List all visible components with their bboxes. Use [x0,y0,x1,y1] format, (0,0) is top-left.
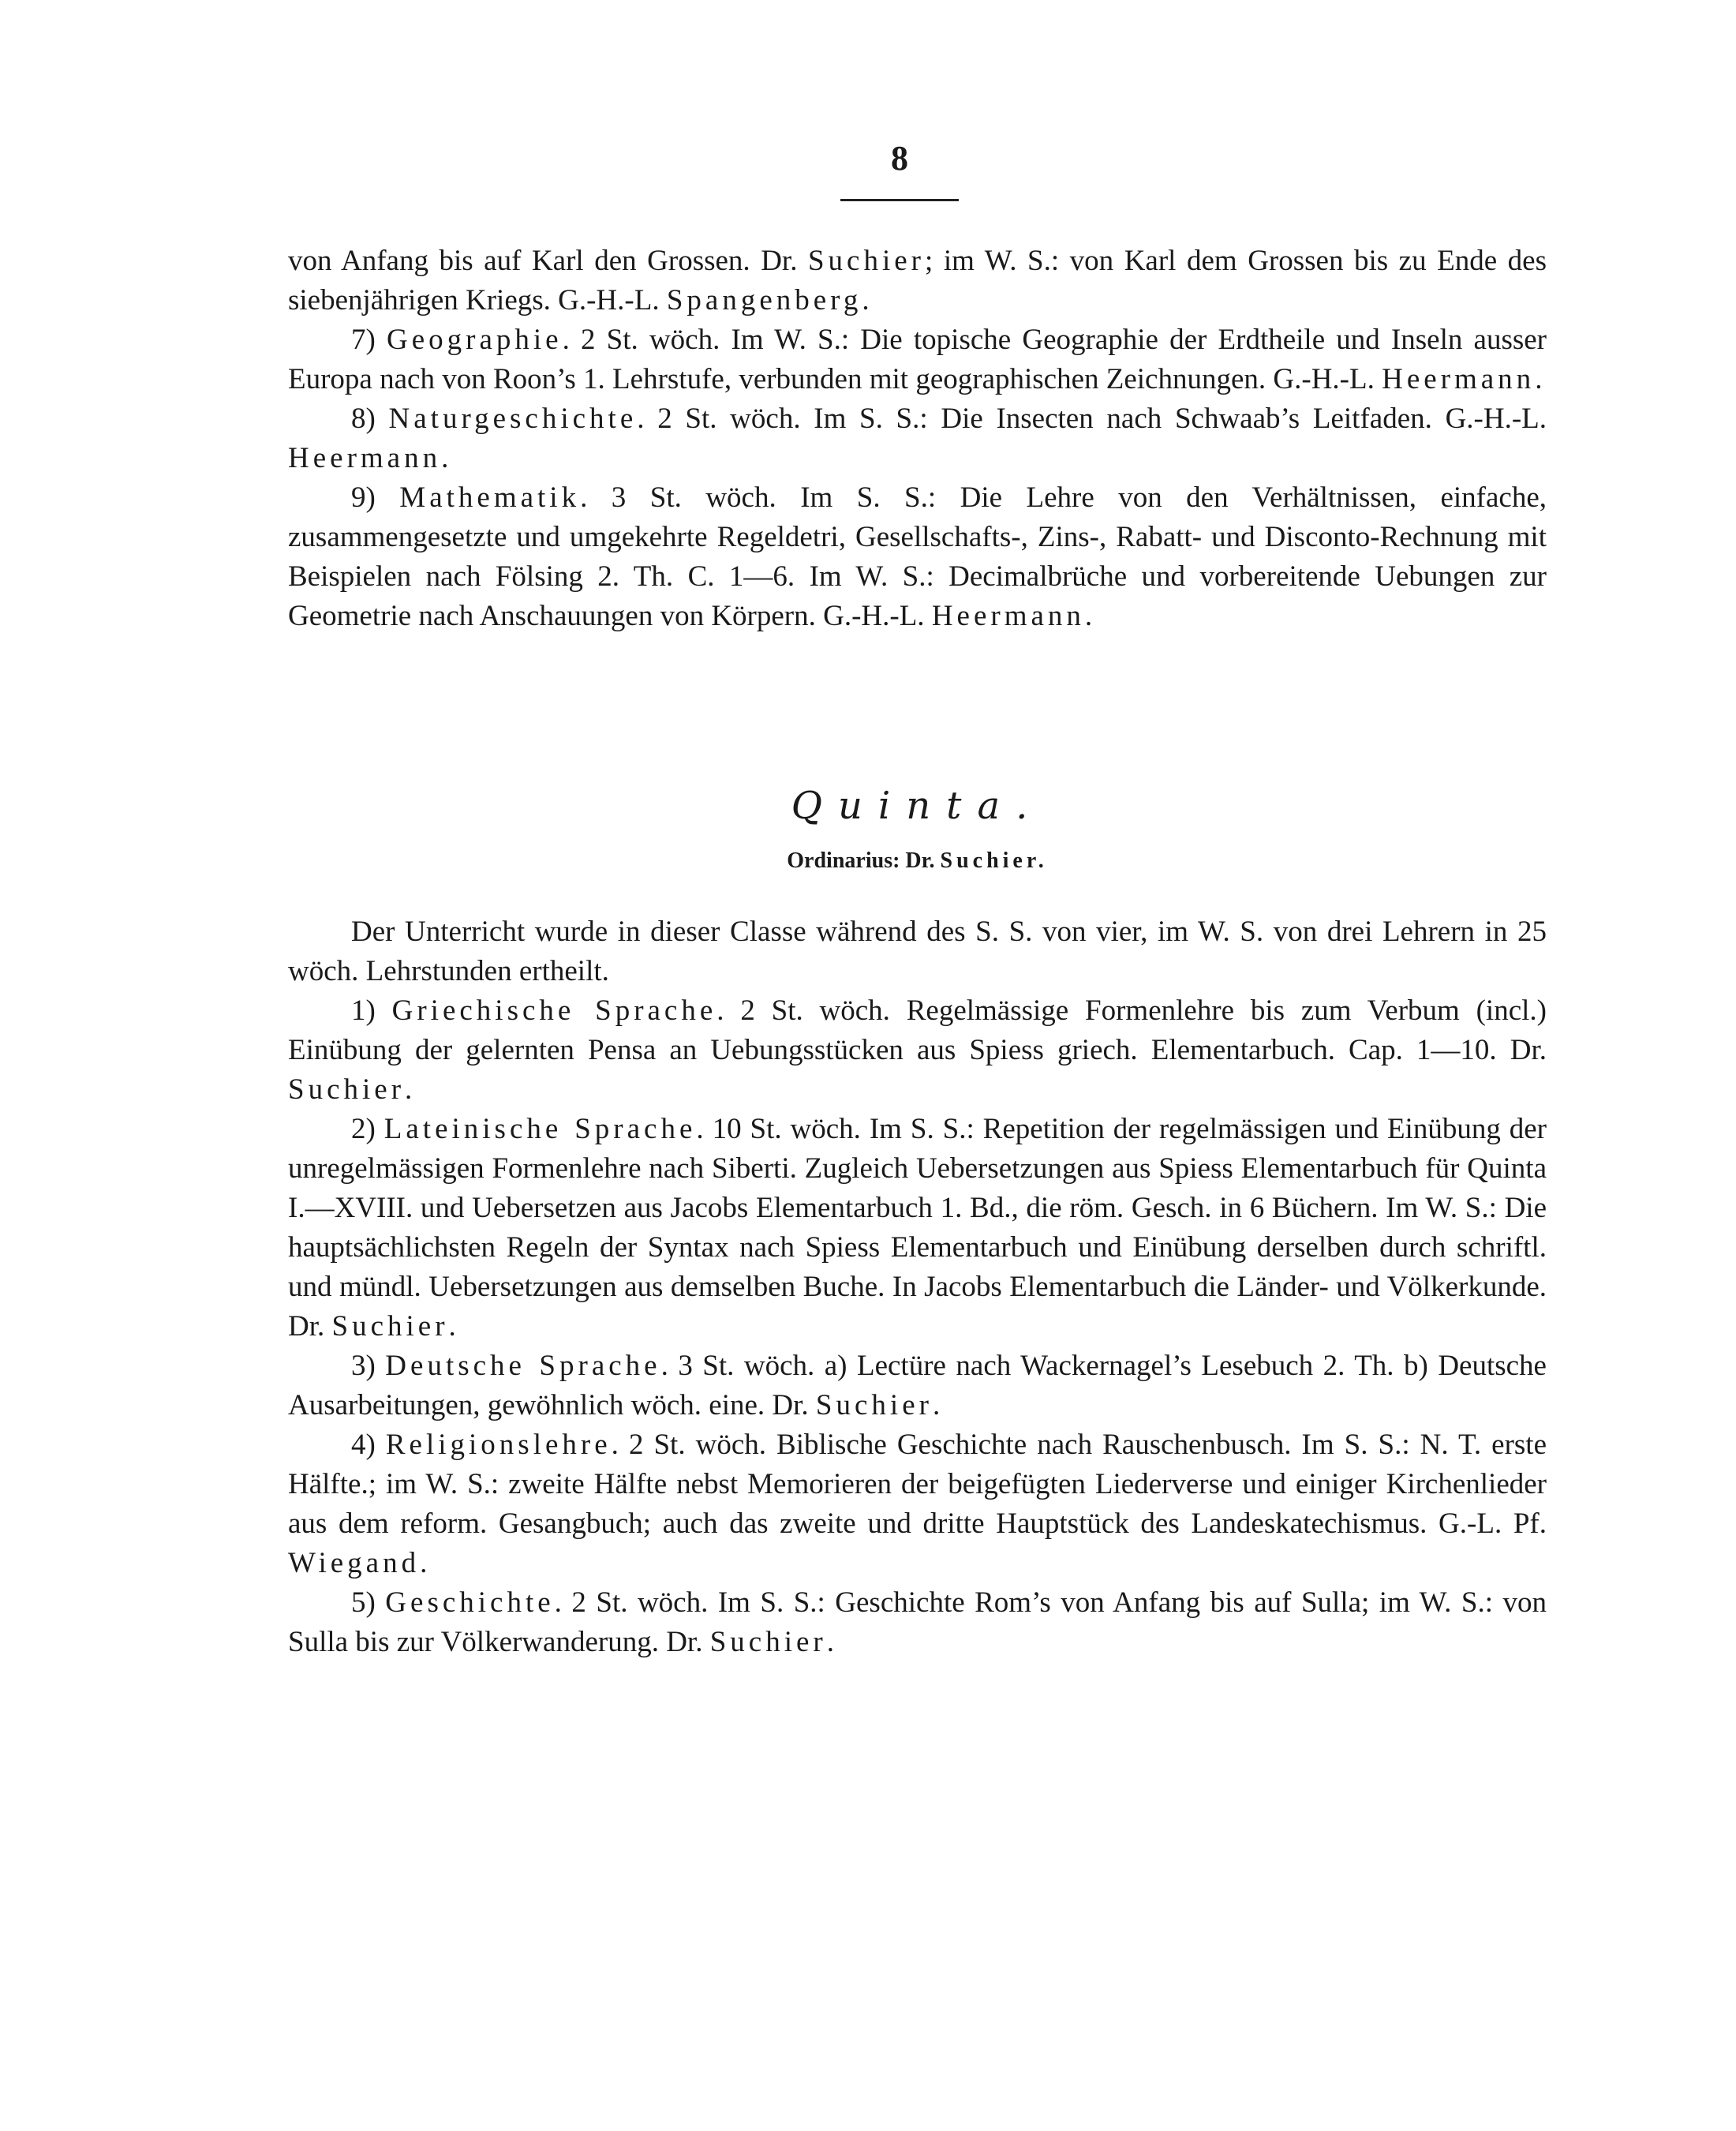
text-run: . 3 St. wöch. Im S. S.: Die Lehre von den Verhältnissen, einfache, zusammengesetzte und umgekehrte Regeldetri, Gesellschafts-, Zins-, Rabatt- und Disconto-Rechnung mit Beispielen nach Fölsing 2. Th. C. 1—6. Im W. S.: Decimalbrüche und vorbereitende Uebungen zur Geometrie nach Anschauungen von Körpern. G.-H.-L. [288,481,1547,632]
page-number-rule [840,199,959,201]
spaced-name: Naturgeschichte [388,403,638,435]
spaced-name: Deutsche Sprache [385,1350,661,1382]
paragraph [288,242,1547,320]
paragraph [288,399,1547,478]
spaced-name: Suchier [815,1389,933,1421]
text-run: . 2 St. wöch. Im W. S.: Die topische Geographie der Erdtheile und Inseln ausser Europa nach von Roon’s 1. Lehrstufe, verbunden mit geographischen Zeichnungen. G.-H.-L. [288,324,1547,395]
text-run: . [1084,600,1093,632]
text-run: . 3 St. wöch. a) Lectüre nach Wackernagel’s Lesebuch 2. Th. b) Deutsche Ausarbeitungen, gewöhnlich wöch. eine. Dr. [288,1350,1547,1421]
spaced-name: Geschichte [385,1586,555,1619]
paragraph [288,320,1547,399]
spaced-name: Geographie [387,324,563,356]
section-title: Quinta. [791,784,1044,828]
text-run: Der Unterricht wurde in dieser Classe während des S. S. von vier, im W. S. von drei Lehrern in 25 wöch. Lehrstunden ertheilt. [288,916,1547,987]
spaced-name: Religionslehre [385,1429,612,1461]
text-run: . [448,1310,456,1343]
spaced-name: Suchier [288,1073,406,1106]
text-run: . 2 St. wöch. Im S. S.: Geschichte Rom’s von Anfang bis auf Sulla; im W. S.: von Sulla bis zur Völkerwanderung. Dr. [288,1586,1547,1658]
spaced-name: Griechische Sprache [391,994,717,1027]
ordinarius-label: Ordinarius: Dr. [787,848,935,873]
text-run: 7) [351,324,387,356]
spaced-name: Suchier [331,1310,449,1343]
paragraph [288,1425,1547,1583]
text-run: 9) [351,481,400,514]
text-run: . 2 St. wöch. Biblische Geschichte nach Rauschenbusch. Im S. S.: N. T. erste Hälfte.; im W. S.: zweite Hälfte nebst Memorieren der beigefügten Liederverse und einiger Kirchenlieder aus dem reform. Gesangbuch; auch das zweite und dritte Hauptstück des Landeskatechismus. G.-L. Pf. [288,1429,1547,1540]
text-run: . [1535,363,1543,395]
spaced-name: Suchier [709,1626,827,1658]
text-run: 4) [351,1429,386,1461]
text-run: . 2 St. wöch. Im S. S.: Die Insecten nach Schwaab’s Leitfaden. G.-H.-L. [637,403,1547,435]
paragraph [288,1583,1547,1662]
text-run: ; im W. S.: von Karl dem Grossen bis zu Ende des siebenjährigen Kriegs. G.-H.-L. [288,245,1547,316]
top-text-block [288,242,1547,636]
spaced-name: Lateinische Sprache [383,1113,697,1145]
paragraph [288,478,1547,636]
spaced-name: Spangenberg [666,284,862,316]
ordinarius-line [288,848,1547,874]
paragraph [288,991,1547,1110]
spaced-name: Mathematik [399,481,581,514]
page-number: 8 [891,139,908,178]
text-run: 1) [351,994,392,1027]
paragraph [288,1110,1547,1346]
bottom-text-block [288,912,1547,1662]
text-run: . [420,1547,428,1579]
text-run: . [441,442,449,474]
text-run: . [826,1626,834,1658]
text-run: von Anfang bis auf Karl den Grossen. Dr. [288,245,808,277]
text-run: 3) [351,1350,386,1382]
paragraph [288,1346,1547,1425]
text-run: 8) [351,403,389,435]
spaced-name: Suchier [807,245,926,277]
text-run: . 10 St. wöch. Im S. S.: Repetition der regelmässigen und Einübung der unregelmässigen Formenlehre nach Siberti. Zugleich Uebersetzungen aus Spiess Elementarbuch für Quinta I.—XVIII. und Uebersetzen aus Jacobs Elementarbuch 1. Bd., die röm. Gesch. in 6 Büchern. Im W. S.: Die hauptsächlichsten Regeln der Syntax nach Spiess Elementarbuch und Einübung derselben durch schriftl. und mündl. Uebersetzungen aus demselben Buche. In Jacobs Elementarbuch die Länder- und Völkerkunde. Dr. [288,1113,1547,1343]
text-run: . [405,1073,413,1106]
text-run: 5) [351,1586,386,1619]
spaced-name: Heermann [288,442,442,474]
spaced-name: Heermann [931,600,1085,632]
text-run: . 2 St. wöch. Regelmässige Formenlehre bis zum Verbum (incl.) Einübung der gelernten Pensa an Uebungsstücken aus Spiess griech. Elementarbuch. Cap. 1—10. Dr. [288,994,1547,1066]
spaced-name: Heermann [1382,363,1536,395]
text-run: . [862,284,870,316]
text-run: . [932,1389,941,1421]
ordinarius-name: Suchier. [940,848,1048,873]
paragraph [288,912,1547,991]
text-run: 2) [351,1113,384,1145]
spaced-name: Wiegand [288,1547,421,1579]
